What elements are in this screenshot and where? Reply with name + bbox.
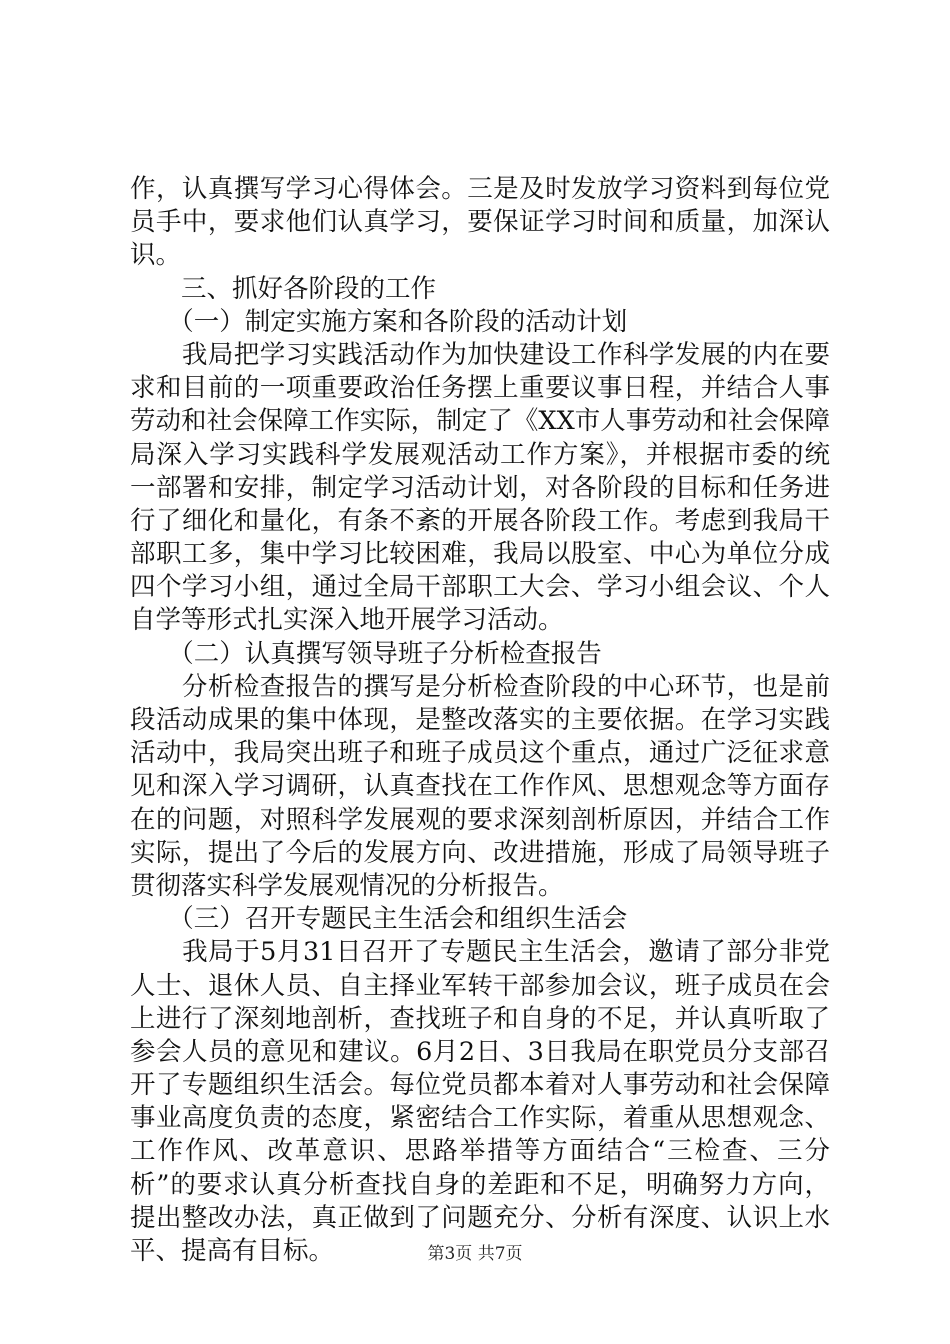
page-number-footer: 第3页 共7页 (427, 1244, 523, 1264)
subsection-heading: （三）召开专题民主生活会和组织生活会 (130, 904, 628, 935)
text-line: 在的问题，对照科学发展观的要求深刻剖析原因，并结合工作 (130, 804, 830, 835)
text-line: 员手中，要求他们认真学习，要保证学习时间和质量，加深认 (130, 207, 830, 238)
text-line: 工作作风、改革意识、思路举措等方面结合“三检查、三分 (130, 1136, 830, 1167)
text-line: 我局于5月31日召开了专题民主生活会，邀请了部分非党 (130, 937, 830, 968)
subsection-heading: （一）制定实施方案和各阶段的活动计划 (130, 306, 628, 337)
text-line: 实际，提出了今后的发展方向、改进措施，形成了局领导班子 (130, 837, 830, 868)
text-line: 贯彻落实科学发展观情况的分析报告。 (130, 870, 564, 901)
text-line: 识。 (130, 240, 182, 271)
text-line: 分析检查报告的撰写是分析检查阶段的中心环节，也是前 (130, 671, 830, 702)
text-line: 段活动成果的集中体现，是整改落实的主要依据。在学习实践 (130, 705, 830, 735)
text-line: 参会人员的意见和建议。6月2日、3日我局在职党员分支部召 (130, 1036, 830, 1067)
text-line: 析”的要求认真分析查找自身的差距和不足，明确努力方向， (130, 1169, 830, 1200)
text-line: 平、提高有目标。 (130, 1236, 335, 1266)
text-line: 作，认真撰写学习心得体会。三是及时发放学习资料到每位党 (130, 174, 830, 204)
text-line: 提出整改办法，真正做到了问题充分、分析有深度、认识上水 (130, 1202, 830, 1233)
text-line: 事业高度负责的态度，紧密结合工作实际，着重从思想观念、 (130, 1103, 830, 1134)
document-body (130, 173, 830, 1268)
text-line: 自学等形式扎实深入地开展学习活动。 (130, 605, 564, 636)
text-line: 局深入学习实践科学发展观活动工作方案》，并根据市委的统 (130, 439, 830, 470)
text-line: 求和目前的一项重要政治任务摆上重要议事日程，并结合人事 (130, 373, 830, 404)
text-line: 见和深入学习调研，认真查找在工作作风、思想观念等方面存 (130, 771, 830, 802)
text-line: 一部署和安排，制定学习活动计划，对各阶段的目标和任务进 (130, 472, 830, 503)
subsection-heading: （二）认真撰写领导班子分析检查报告 (130, 638, 602, 669)
text-line: 活动中，我局突出班子和班子成员这个重点，通过广泛征求意 (130, 738, 830, 769)
text-line: 开了专题组织生活会。每位党员都本着对人事劳动和社会保障 (130, 1070, 830, 1101)
text-line: 四个学习小组，通过全局干部职工大会、学习小组会议、个人 (130, 572, 830, 603)
text-line: 劳动和社会保障工作实际，制定了《XX市人事劳动和社会保障 (130, 406, 830, 437)
text-line: 上进行了深刻地剖析，查找班子和自身的不足，并认真听取了 (130, 1003, 830, 1034)
text-line: 我局把学习实践活动作为加快建设工作科学发展的内在要 (130, 339, 830, 370)
text-line: 部职工多，集中学习比较困难，我局以股室、中心为单位分成 (130, 539, 830, 570)
section-heading: 三、抓好各阶段的工作 (130, 273, 437, 304)
text-line: 行了细化和量化，有条不紊的开展各阶段工作。考虑到我局干 (130, 505, 830, 536)
text-line: 人士、退休人员、自主择业军转干部参加会议，班子成员在会 (130, 970, 830, 1001)
